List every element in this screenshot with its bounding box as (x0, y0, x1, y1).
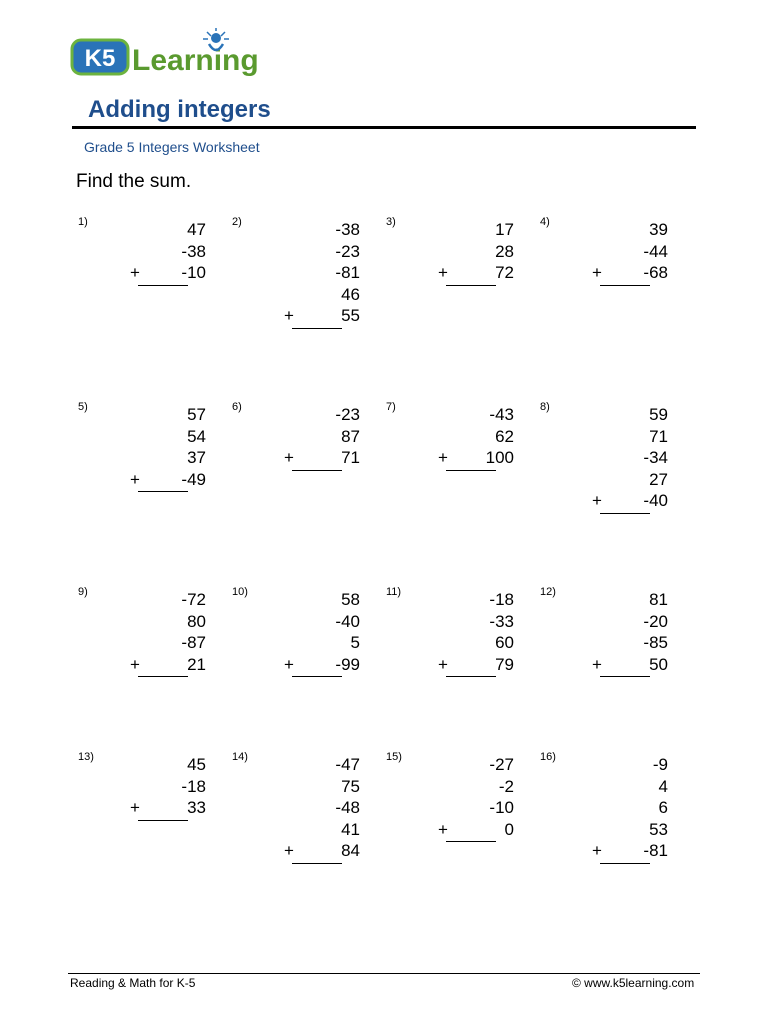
addend-row (272, 305, 362, 327)
addend: -87 (181, 633, 206, 652)
addend: 4 (658, 776, 668, 796)
addend-row (580, 611, 670, 633)
addend: -23 (335, 405, 360, 424)
addend: -49 (181, 469, 206, 489)
problem-number: 7) (386, 401, 396, 413)
plus-sign: + (284, 448, 294, 467)
sum-line (600, 676, 650, 677)
plus-sign: + (438, 448, 448, 467)
addend-row (580, 241, 670, 263)
plus-sign: + (284, 654, 294, 674)
addend-row (426, 654, 516, 676)
addend-row (426, 241, 516, 263)
addend-row (118, 797, 208, 819)
addend: 28 (495, 241, 514, 261)
sum-line (600, 285, 650, 286)
addend-stack (426, 754, 516, 840)
addend-row (118, 776, 208, 798)
addend: 100 (485, 448, 514, 467)
addend-row (272, 426, 362, 448)
addend: -18 (489, 590, 514, 609)
addend-row (426, 819, 516, 841)
addend: -99 (335, 654, 360, 674)
addend-stack (272, 219, 362, 327)
title-divider (72, 126, 696, 129)
addend: 54 (187, 426, 206, 446)
addend-row (118, 589, 208, 611)
plus-sign: + (130, 469, 140, 489)
addend: 17 (495, 220, 514, 239)
addend-row (580, 589, 670, 611)
addend-row (580, 819, 670, 841)
sum-line (600, 863, 650, 864)
problem-number: 6) (232, 401, 242, 413)
addend: -43 (489, 405, 514, 424)
addend: 21 (187, 654, 206, 674)
addend-row (580, 797, 670, 819)
addend: -68 (643, 263, 668, 282)
addend-row (272, 589, 362, 611)
addend-row (580, 840, 670, 862)
addend: 46 (341, 284, 360, 304)
sum-line (138, 820, 188, 821)
addend: 50 (649, 654, 668, 674)
sum-line (446, 470, 496, 471)
sum-line (600, 513, 650, 514)
addend: -10 (181, 263, 206, 282)
addend-row (426, 611, 516, 633)
problem-number: 13) (78, 751, 94, 763)
plus-sign: + (130, 654, 140, 674)
problem-number: 5) (78, 401, 88, 413)
addend: 58 (341, 590, 360, 609)
addend-stack (118, 219, 208, 284)
plus-sign: + (438, 819, 448, 839)
addend: 37 (187, 448, 206, 467)
addend-row (426, 632, 516, 654)
addend: -33 (489, 611, 514, 631)
addend-row (426, 426, 516, 448)
addend-row (426, 404, 516, 426)
addend: -40 (643, 491, 668, 510)
addend-row (272, 776, 362, 798)
addend-stack (580, 754, 670, 862)
addend-row (272, 819, 362, 841)
worksheet-subtitle: Grade 5 Integers Worksheet (84, 139, 260, 155)
addend-row (118, 632, 208, 654)
addend-stack (272, 589, 362, 675)
addend-row (426, 776, 516, 798)
addend-stack (272, 404, 362, 469)
addend-row (580, 447, 670, 469)
addend-row (118, 404, 208, 426)
addend: 75 (341, 776, 360, 796)
addend: 5 (350, 633, 360, 652)
addend: -85 (643, 633, 668, 652)
addend: -2 (498, 776, 514, 796)
addend: 6 (658, 798, 668, 817)
addend-row (272, 632, 362, 654)
addend: 62 (495, 426, 514, 446)
addend: 60 (495, 633, 514, 652)
sum-line (138, 285, 188, 286)
addend: -44 (643, 241, 668, 261)
addend-row (272, 654, 362, 676)
problem-number: 15) (386, 751, 402, 763)
problem-number: 12) (540, 586, 556, 598)
problem-number: 3) (386, 216, 396, 228)
addend-row (118, 241, 208, 263)
addend: 55 (341, 306, 360, 325)
addend: -9 (652, 755, 668, 774)
addend-stack (580, 219, 670, 284)
addend-row (580, 426, 670, 448)
addend-row (272, 262, 362, 284)
footer-divider (68, 973, 700, 974)
sum-line (138, 491, 188, 492)
addend-stack (118, 589, 208, 675)
problem-number: 8) (540, 401, 550, 413)
addend-row (426, 797, 516, 819)
problem-number: 4) (540, 216, 550, 228)
addend-row (272, 840, 362, 862)
addend: 79 (495, 654, 514, 674)
addend: 41 (341, 819, 360, 839)
addend: 71 (341, 448, 360, 467)
addend: 72 (495, 263, 514, 282)
addend-row (272, 754, 362, 776)
sum-line (446, 676, 496, 677)
sum-line (446, 285, 496, 286)
problem-number: 1) (78, 216, 88, 228)
addend-row (118, 262, 208, 284)
problem-number: 11) (386, 586, 402, 598)
plus-sign: + (438, 654, 448, 674)
sum-line (292, 328, 342, 329)
logo-wordmark: Learning (132, 44, 259, 77)
plus-sign: + (592, 491, 602, 510)
addend: 80 (187, 611, 206, 631)
plus-sign: + (592, 654, 602, 674)
addend: -34 (643, 448, 668, 467)
plus-sign: + (592, 263, 602, 282)
addend: 47 (187, 220, 206, 239)
addend: 45 (187, 755, 206, 774)
addend: -18 (181, 776, 206, 796)
plus-sign: + (284, 841, 294, 860)
addend: 87 (341, 426, 360, 446)
plus-sign: + (592, 841, 602, 860)
addend-row (118, 469, 208, 491)
addend-row (580, 262, 670, 284)
addend: -23 (335, 241, 360, 261)
footer-website: © www.k5learning.com (572, 976, 695, 990)
addend-row (272, 241, 362, 263)
addend: -40 (335, 611, 360, 631)
problem-number: 9) (78, 586, 88, 598)
addend-row (580, 404, 670, 426)
addend: 53 (649, 819, 668, 839)
addend-stack (580, 589, 670, 675)
addend: -38 (181, 241, 206, 261)
addend-stack (272, 754, 362, 862)
addend: 39 (649, 220, 668, 239)
addend-row (118, 654, 208, 676)
addend: -38 (335, 220, 360, 239)
problem-number: 16) (540, 751, 556, 763)
addend-row (272, 447, 362, 469)
addend-row (580, 469, 670, 491)
sum-line (292, 470, 342, 471)
problem-number: 14) (232, 751, 248, 763)
addend-row (580, 654, 670, 676)
addend: -10 (489, 798, 514, 817)
addend: 84 (341, 841, 360, 860)
addend-row (580, 632, 670, 654)
addend: 71 (649, 426, 668, 446)
addend: -81 (335, 263, 360, 282)
sum-line (446, 841, 496, 842)
worksheet-title: Adding integers (88, 96, 271, 123)
addend-row (426, 447, 516, 469)
addend: 33 (187, 798, 206, 817)
k5-learning-logo (70, 28, 265, 80)
sum-line (138, 676, 188, 677)
sum-line (292, 863, 342, 864)
addend: 59 (649, 405, 668, 424)
plus-sign: + (438, 263, 448, 282)
addend: -47 (335, 755, 360, 774)
addend: 81 (649, 590, 668, 609)
addend-row (118, 754, 208, 776)
plus-sign: + (284, 306, 294, 325)
addend-stack (426, 404, 516, 469)
addend-row (580, 219, 670, 241)
addend-row (272, 611, 362, 633)
addend: 0 (504, 819, 514, 839)
addend: -27 (489, 755, 514, 774)
logo-mark: K5 (84, 45, 116, 72)
addend-row (426, 219, 516, 241)
addend-row (272, 404, 362, 426)
problem-number: 10) (232, 586, 248, 598)
addend-row (118, 611, 208, 633)
addend-row (118, 426, 208, 448)
addend-stack (426, 219, 516, 284)
footer-tagline: Reading & Math for K-5 (70, 976, 196, 990)
addend: -81 (643, 841, 668, 860)
sum-line (292, 676, 342, 677)
addend-row (272, 797, 362, 819)
addend-row (118, 447, 208, 469)
addend: -72 (181, 590, 206, 609)
instructions: Find the sum. (76, 171, 192, 192)
addend: -48 (335, 798, 360, 817)
addend: 57 (187, 405, 206, 424)
addend-stack (580, 404, 670, 512)
addend-row (580, 776, 670, 798)
addend: 27 (649, 469, 668, 489)
addend-stack (118, 404, 208, 490)
problem-number: 2) (232, 216, 242, 228)
addend: -20 (643, 611, 668, 631)
addend-row (272, 284, 362, 306)
addend-stack (118, 754, 208, 819)
plus-sign: + (130, 798, 140, 817)
addend-row (580, 754, 670, 776)
addend-row (118, 219, 208, 241)
addend-row (426, 754, 516, 776)
addend-row (580, 490, 670, 512)
addend-row (426, 589, 516, 611)
addend-row (272, 219, 362, 241)
addend-row (426, 262, 516, 284)
plus-sign: + (130, 263, 140, 282)
addend-stack (426, 589, 516, 675)
